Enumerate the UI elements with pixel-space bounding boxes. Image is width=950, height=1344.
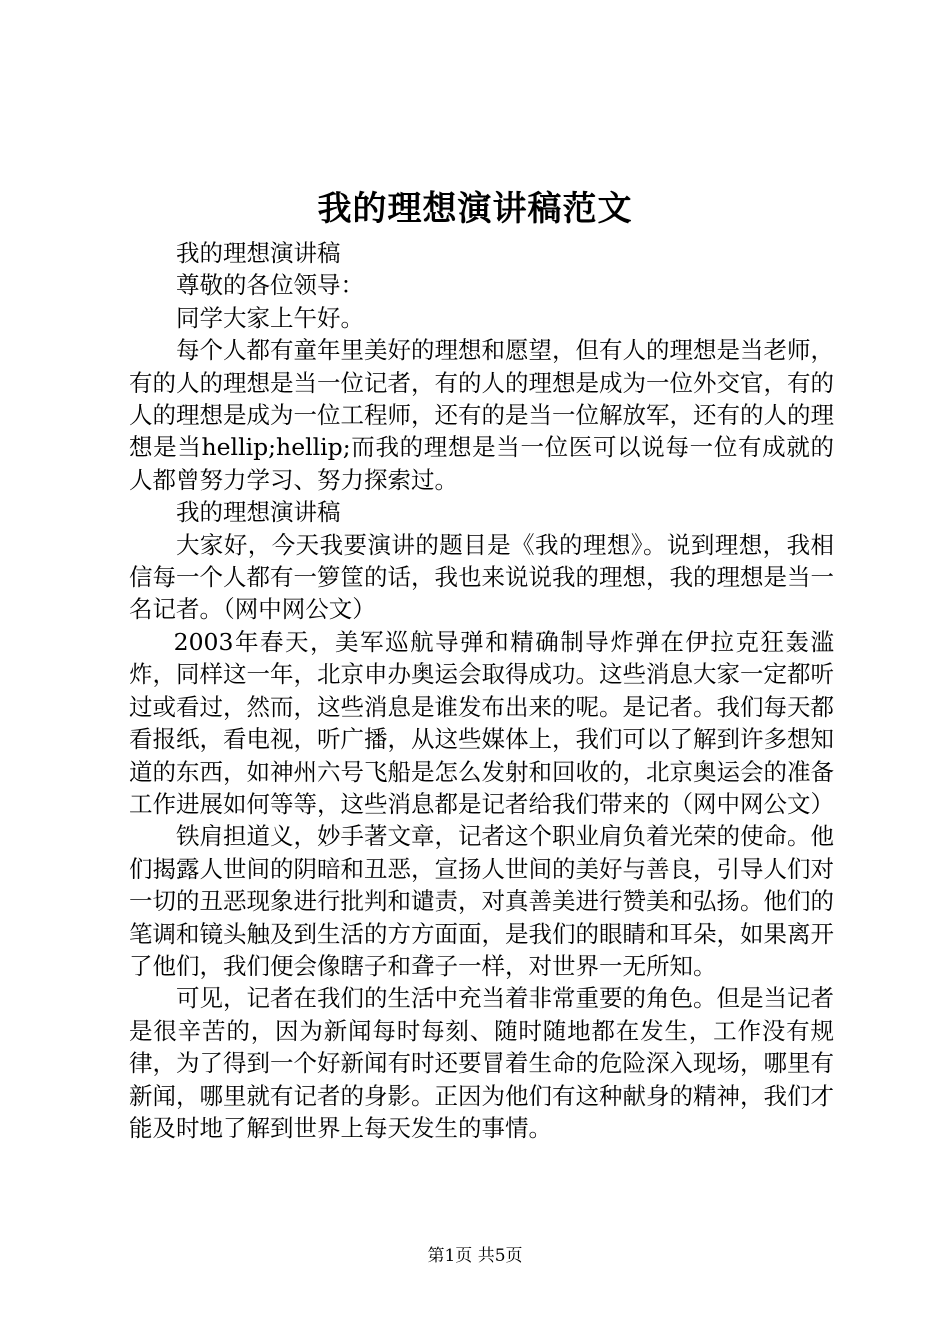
paragraph-2003-news: 2003年春天，美军巡航导弹和精确制导炸弹在伊拉克狂轰滥炸，同样这一年，北京申办奥运会取得成功。这些消息大家一定都听过或看过，然而，这些消息是谁发布出来的呢。是记者。我们每天都看报纸，看电视，听广播，从这些媒体上，我们可以了解到许多想知道的东西，如神州六号飞船是怎么发射和回收的，北京奥运会的准备工作进展如何等等，这些消息都是记者给我们带来的（网中网公文） [129,627,834,818]
paragraph-introduction: 大家好，今天我要演讲的题目是《我的理想》。说到理想，我相信每一个人都有一箩筐的话，我也来说说我的理想，我的理想是当一名记者。（网中网公文） [129,530,834,624]
paragraph-salutation: 尊敬的各位领导： [176,271,364,300]
paragraph-childhood-dreams: 每个人都有童年里美好的理想和愿望，但有人的理想是当老师，有的人的理想是当一位记者，有的人的理想是成为一位外交官，有的人的理想是成为一位工程师，还有的是当一位解放军，还有的人的理想是当hellip;hellip;而我的理想是当一位医可以说每一位有成就的人都曾努力学习、努力探索过。 [129,336,834,494]
paragraph-journalist-hardship: 可见，记者在我们的生活中充当着非常重要的角色。但是当记者是很辛苦的，因为新闻每时每刻、随时随地都在发生，工作没有规律，为了得到一个好新闻有时还要冒着生命的危险深入现场，哪里有新闻，哪里就有记者的身影。正因为他们有这种献身的精神，我们才能及时地了解到世界上每天发生的事情。 [129,984,834,1142]
paragraph-heading-1: 我的理想演讲稿 [176,239,341,267]
document-title: 我的理想演讲稿范文 [317,189,633,229]
paragraph-journalist-mission: 铁肩担道义，妙手著文章，记者这个职业肩负着光荣的使命。他们揭露人世间的阴暗和丑恶，宣扬人世间的美好与善良，引导人们对一切的丑恶现象进行批判和谴责，对真善美进行赞美和弘扬。他们的笔调和镜头触及到生活的方方面面，是我们的眼睛和耳朵，如果离开了他们，我们便会像瞎子和聋子一样，对世界一无所知。 [129,822,834,980]
document-body [129,237,834,1144]
paragraph-heading-2: 我的理想演讲稿 [176,498,341,527]
paragraph-greeting: 同学大家上午好。 [176,303,364,332]
page-number-footer: 第1页 共5页 [427,1246,523,1266]
